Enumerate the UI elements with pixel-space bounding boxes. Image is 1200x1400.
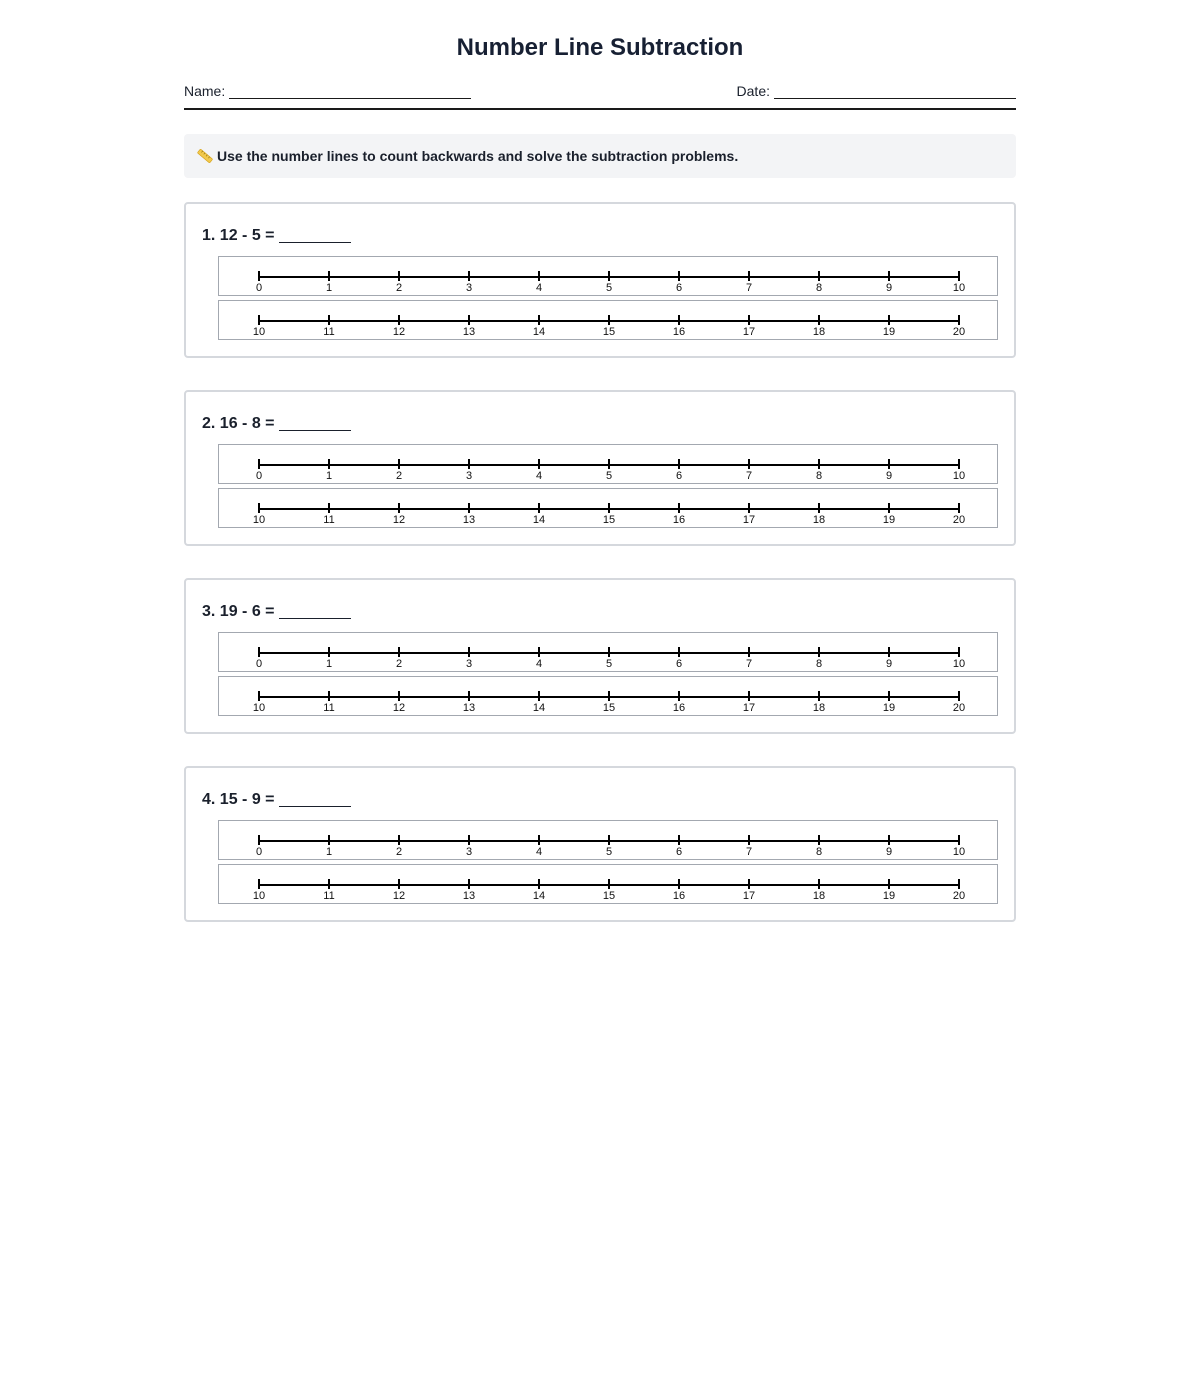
- problem-card-4: [184, 766, 1016, 922]
- tick-mark: [328, 835, 330, 845]
- number-line-0-10: [218, 444, 998, 484]
- tick-mark: [608, 647, 610, 657]
- tick-mark: [818, 691, 820, 701]
- tick-mark: [538, 691, 540, 701]
- tick-label: 12: [392, 702, 406, 714]
- tick-mark: [678, 879, 680, 889]
- tick-mark: [468, 835, 470, 845]
- tick-mark: [888, 647, 890, 657]
- tick-mark: [258, 835, 260, 845]
- number-line-0-10: [218, 256, 998, 296]
- tick-mark: [678, 647, 680, 657]
- tick-label: 17: [742, 326, 756, 338]
- tick-mark: [398, 459, 400, 469]
- tick-mark: [888, 835, 890, 845]
- tick-label: 14: [532, 514, 546, 526]
- tick-mark: [888, 459, 890, 469]
- date-field: [737, 82, 1016, 100]
- tick-label: 17: [742, 890, 756, 902]
- tick-mark: [608, 503, 610, 513]
- tick-label: 20: [952, 514, 966, 526]
- tick-label: 1: [325, 282, 333, 294]
- tick-label: 20: [952, 890, 966, 902]
- tick-label: 6: [675, 470, 683, 482]
- tick-label: 3: [465, 846, 473, 858]
- tick-label: 20: [952, 702, 966, 714]
- tick-mark: [678, 315, 680, 325]
- number-line-0-10: [218, 632, 998, 672]
- date-label: Date:: [736, 83, 770, 99]
- tick-mark: [538, 835, 540, 845]
- tick-mark: [678, 271, 680, 281]
- tick-mark: [398, 503, 400, 513]
- tick-mark: [608, 459, 610, 469]
- tick-mark: [888, 691, 890, 701]
- tick-label: 2: [395, 846, 403, 858]
- tick-mark: [888, 315, 890, 325]
- tick-label: 5: [605, 846, 613, 858]
- tick-mark: [538, 315, 540, 325]
- name-label: Name:: [184, 83, 226, 99]
- problem-number: 1.: [202, 227, 216, 244]
- tick-label: 13: [462, 702, 476, 714]
- tick-label: 14: [532, 326, 546, 338]
- tick-mark: [608, 835, 610, 845]
- tick-label: 10: [252, 326, 266, 338]
- tick-label: 9: [885, 282, 893, 294]
- instructions-box: [184, 134, 1016, 178]
- problem-number: 4.: [202, 791, 216, 808]
- tick-mark: [958, 691, 960, 701]
- number-line-10-20: [218, 488, 998, 528]
- tick-mark: [328, 459, 330, 469]
- tick-label: 1: [325, 846, 333, 858]
- tick-label: 2: [395, 282, 403, 294]
- tick-label: 3: [465, 282, 473, 294]
- student-info-row: [184, 80, 1016, 110]
- tick-mark: [958, 647, 960, 657]
- tick-label: 2: [395, 470, 403, 482]
- problem-number: 2.: [202, 415, 216, 432]
- tick-label: 5: [605, 470, 613, 482]
- problem-card-3: [184, 578, 1016, 734]
- tick-label: 15: [602, 890, 616, 902]
- tick-label: 8: [815, 282, 823, 294]
- tick-label: 16: [672, 702, 686, 714]
- tick-mark: [468, 315, 470, 325]
- tick-label: 10: [952, 470, 966, 482]
- tick-mark: [888, 879, 890, 889]
- tick-mark: [748, 503, 750, 513]
- tick-mark: [958, 879, 960, 889]
- tick-mark: [398, 315, 400, 325]
- tick-mark: [888, 271, 890, 281]
- tick-mark: [258, 271, 260, 281]
- problem-label: [202, 411, 351, 434]
- page-title: Number Line Subtraction: [456, 34, 744, 61]
- tick-label: 18: [812, 890, 826, 902]
- tick-label: 9: [885, 470, 893, 482]
- tick-label: 0: [255, 282, 263, 294]
- tick-mark: [468, 691, 470, 701]
- tick-label: 0: [255, 658, 263, 670]
- tick-mark: [468, 503, 470, 513]
- tick-mark: [958, 315, 960, 325]
- tick-mark: [468, 459, 470, 469]
- tick-label: 15: [602, 326, 616, 338]
- tick-label: 19: [882, 890, 896, 902]
- number-line-10-20: [218, 300, 998, 340]
- tick-mark: [328, 503, 330, 513]
- tick-mark: [328, 691, 330, 701]
- tick-label: 16: [672, 514, 686, 526]
- tick-label: 18: [812, 514, 826, 526]
- answer-blank[interactable]: [279, 226, 351, 243]
- tick-mark: [818, 315, 820, 325]
- tick-label: 5: [605, 658, 613, 670]
- tick-label: 9: [885, 658, 893, 670]
- date-blank[interactable]: [774, 85, 1016, 99]
- tick-mark: [748, 691, 750, 701]
- tick-mark: [748, 459, 750, 469]
- tick-mark: [258, 459, 260, 469]
- tick-mark: [678, 691, 680, 701]
- name-blank[interactable]: [229, 85, 471, 99]
- tick-label: 19: [882, 514, 896, 526]
- instructions-text: Use the number lines to count backwards and solve the subtraction problems.: [217, 148, 739, 164]
- tick-label: 19: [882, 702, 896, 714]
- tick-label: 17: [742, 514, 756, 526]
- tick-mark: [398, 691, 400, 701]
- tick-mark: [678, 835, 680, 845]
- tick-mark: [398, 271, 400, 281]
- tick-label: 11: [323, 326, 335, 338]
- tick-mark: [608, 879, 610, 889]
- tick-label: 2: [395, 658, 403, 670]
- tick-mark: [748, 647, 750, 657]
- problem-expression: 19 - 6 =: [219, 603, 275, 620]
- tick-mark: [748, 879, 750, 889]
- tick-label: 15: [602, 702, 616, 714]
- tick-label: 0: [255, 470, 263, 482]
- tick-mark: [258, 691, 260, 701]
- tick-label: 17: [742, 702, 756, 714]
- tick-mark: [748, 835, 750, 845]
- tick-mark: [748, 315, 750, 325]
- tick-label: 13: [462, 326, 476, 338]
- tick-mark: [258, 879, 260, 889]
- tick-mark: [888, 503, 890, 513]
- tick-label: 13: [462, 514, 476, 526]
- tick-label: 14: [532, 890, 546, 902]
- tick-label: 8: [815, 658, 823, 670]
- tick-label: 10: [252, 890, 266, 902]
- tick-label: 18: [812, 326, 826, 338]
- tick-mark: [608, 691, 610, 701]
- answer-blank[interactable]: [279, 790, 351, 807]
- tick-label: 12: [392, 326, 406, 338]
- tick-label: 1: [325, 470, 333, 482]
- problem-label: [202, 599, 351, 622]
- number-line-10-20: [218, 676, 998, 716]
- tick-mark: [608, 315, 610, 325]
- tick-label: 8: [815, 470, 823, 482]
- tick-label: 3: [465, 658, 473, 670]
- tick-mark: [468, 647, 470, 657]
- problem-card-2: [184, 390, 1016, 546]
- tick-label: 6: [675, 846, 683, 858]
- tick-label: 10: [252, 702, 266, 714]
- tick-mark: [958, 503, 960, 513]
- tick-mark: [328, 647, 330, 657]
- tick-label: 12: [392, 514, 406, 526]
- tick-label: 6: [675, 658, 683, 670]
- tick-label: 11: [323, 890, 335, 902]
- tick-mark: [328, 879, 330, 889]
- tick-mark: [818, 647, 820, 657]
- tick-label: 9: [885, 846, 893, 858]
- tick-label: 10: [952, 658, 966, 670]
- tick-label: 6: [675, 282, 683, 294]
- answer-blank[interactable]: [279, 414, 351, 431]
- tick-label: 11: [323, 702, 335, 714]
- tick-mark: [328, 315, 330, 325]
- tick-label: 15: [602, 514, 616, 526]
- tick-mark: [818, 503, 820, 513]
- tick-mark: [818, 271, 820, 281]
- tick-label: 5: [605, 282, 613, 294]
- tick-mark: [468, 271, 470, 281]
- tick-label: 14: [532, 702, 546, 714]
- problem-expression: 12 - 5 =: [219, 227, 275, 244]
- tick-mark: [818, 835, 820, 845]
- tick-mark: [398, 647, 400, 657]
- tick-label: 16: [672, 326, 686, 338]
- number-line-0-10: [218, 820, 998, 860]
- tick-mark: [258, 647, 260, 657]
- problem-expression: 16 - 8 =: [219, 415, 275, 432]
- tick-label: 13: [462, 890, 476, 902]
- tick-mark: [398, 879, 400, 889]
- tick-mark: [538, 503, 540, 513]
- ruler-icon: [197, 148, 213, 164]
- tick-label: 3: [465, 470, 473, 482]
- tick-label: 0: [255, 846, 263, 858]
- tick-label: 8: [815, 846, 823, 858]
- tick-mark: [678, 503, 680, 513]
- tick-label: 7: [745, 282, 753, 294]
- problem-number: 3.: [202, 603, 216, 620]
- tick-mark: [538, 647, 540, 657]
- problem-expression: 15 - 9 =: [219, 791, 275, 808]
- tick-label: 4: [535, 846, 543, 858]
- tick-mark: [258, 503, 260, 513]
- tick-mark: [608, 271, 610, 281]
- tick-label: 16: [672, 890, 686, 902]
- tick-label: 18: [812, 702, 826, 714]
- tick-label: 4: [535, 658, 543, 670]
- answer-blank[interactable]: [279, 602, 351, 619]
- tick-mark: [398, 835, 400, 845]
- tick-mark: [538, 879, 540, 889]
- tick-mark: [258, 315, 260, 325]
- tick-mark: [818, 879, 820, 889]
- problem-label: [202, 223, 351, 246]
- tick-mark: [958, 835, 960, 845]
- tick-mark: [958, 271, 960, 281]
- tick-label: 20: [952, 326, 966, 338]
- problem-label: [202, 787, 351, 810]
- tick-label: 4: [535, 470, 543, 482]
- tick-label: 10: [952, 282, 966, 294]
- tick-label: 7: [745, 658, 753, 670]
- tick-mark: [958, 459, 960, 469]
- tick-mark: [538, 459, 540, 469]
- tick-label: 12: [392, 890, 406, 902]
- tick-label: 1: [325, 658, 333, 670]
- number-line-10-20: [218, 864, 998, 904]
- tick-label: 10: [252, 514, 266, 526]
- tick-label: 4: [535, 282, 543, 294]
- tick-mark: [538, 271, 540, 281]
- name-field: [184, 82, 471, 100]
- tick-label: 7: [745, 470, 753, 482]
- tick-label: 7: [745, 846, 753, 858]
- tick-mark: [818, 459, 820, 469]
- problem-card-1: [184, 202, 1016, 358]
- tick-mark: [748, 271, 750, 281]
- tick-label: 19: [882, 326, 896, 338]
- tick-label: 11: [323, 514, 335, 526]
- tick-mark: [328, 271, 330, 281]
- tick-label: 10: [952, 846, 966, 858]
- tick-mark: [468, 879, 470, 889]
- tick-mark: [678, 459, 680, 469]
